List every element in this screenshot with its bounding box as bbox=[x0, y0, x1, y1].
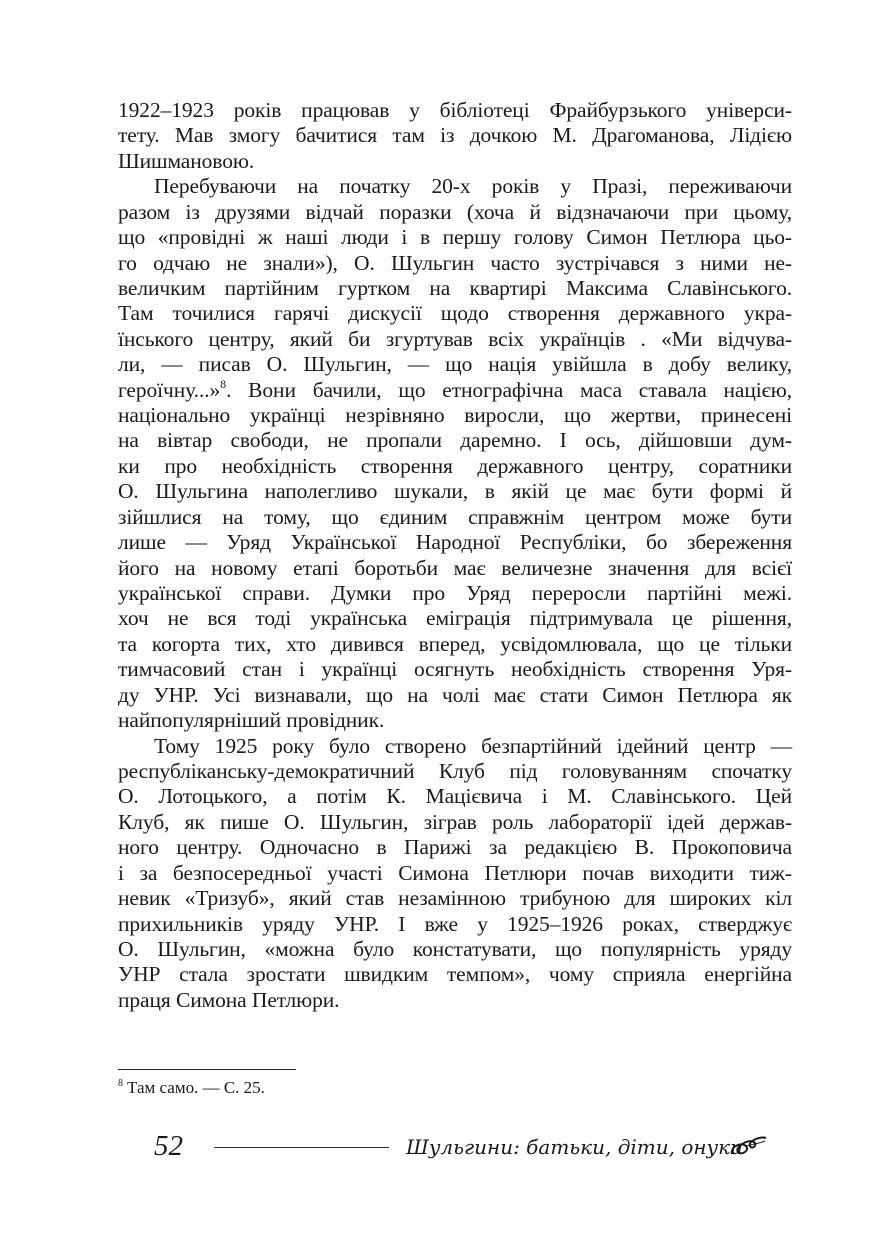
line-text: героїчну...» bbox=[118, 377, 221, 402]
text-line bbox=[118, 251, 792, 276]
text-line bbox=[118, 352, 792, 377]
text-line bbox=[118, 912, 792, 937]
text-line bbox=[118, 454, 792, 479]
text-line bbox=[118, 505, 792, 530]
line-text: О. Шульгин, «можна було констатувати, що популярність уряду bbox=[118, 936, 792, 961]
text-line bbox=[118, 149, 792, 174]
line-text: його на новому етапі боротьби має величезне значення для всієї bbox=[118, 555, 792, 580]
text-line bbox=[118, 428, 792, 453]
line-text: разом із друзями відчай поразки (хоча й відзначаючи при цьому, bbox=[118, 199, 792, 224]
footer-rule bbox=[214, 1147, 389, 1148]
text-line bbox=[118, 581, 792, 606]
text-line bbox=[118, 200, 792, 225]
body-text bbox=[118, 98, 792, 1013]
text-line bbox=[118, 403, 792, 428]
footnote-number: 8 bbox=[118, 1078, 123, 1089]
text-line bbox=[118, 123, 792, 148]
flourish-ornament-icon bbox=[728, 1132, 768, 1160]
text-line bbox=[118, 479, 792, 504]
text-line bbox=[118, 301, 792, 326]
text-line bbox=[118, 784, 792, 809]
line-text: національно українці незрівняно виросли, що жертви, принесені bbox=[118, 403, 792, 428]
text-line bbox=[118, 886, 792, 911]
text-line bbox=[118, 835, 792, 860]
line-text: прихильників уряду УНР. І вже у 1925–1926 роках, стверджує bbox=[118, 911, 792, 936]
text-line bbox=[118, 759, 792, 784]
line-text: і за безпосередньої участі Симона Петлюри почав виходити тиж- bbox=[118, 860, 792, 885]
line-text: зійшлися на тому, що єдиним справжнім центром може бути bbox=[118, 504, 792, 529]
text-line bbox=[118, 734, 792, 759]
line-text: 1922–1923 років працював у бібліотеці Фрайбурзького універси- bbox=[118, 98, 792, 122]
footnote-separator bbox=[118, 1069, 296, 1070]
line-text: го одчаю не знали»), О. Шульгин часто зустрічався з ними не- bbox=[118, 250, 792, 275]
line-text: УНР стала зростати швидким темпом», чому сприяла енергійна bbox=[118, 962, 792, 987]
line-text: ли, — писав О. Шульгин, — що нація увійшла в добу велику, bbox=[118, 352, 792, 377]
text-line bbox=[118, 810, 792, 835]
text-line bbox=[118, 556, 792, 581]
line-text: української справи. Думки про Уряд переросли партійні межі. bbox=[118, 581, 792, 606]
footnote-text: Там само. — С. 25. bbox=[127, 1078, 265, 1097]
line-text: ного центру. Одночасно в Парижі за редакцією В. Прокоповича bbox=[118, 835, 792, 860]
line-text: на вівтар свободи, не пропали даремно. І ось, дійшовши дум- bbox=[118, 428, 792, 453]
line-text: ду УНР. Усі визнавали, що на чолі має стати Симон Петлюра як bbox=[118, 682, 792, 707]
text-line bbox=[118, 988, 792, 1013]
page-number: 52 bbox=[154, 1130, 183, 1162]
line-text: тету. Мав змогу бачитися там із дочкою М. Драгоманова, Лідією bbox=[118, 123, 792, 148]
text-line bbox=[118, 606, 792, 631]
text-line bbox=[118, 632, 792, 657]
line-text: що «провідні ж наші люди і в першу голову Симон Петлюра цьо- bbox=[118, 225, 792, 250]
line-text: О. Шульгина наполегливо шукали, в якій це має бути формі й bbox=[118, 479, 792, 504]
text-line bbox=[118, 861, 792, 886]
line-text-continued: . Вони бачили, що етнографічна маса ставала нацією, bbox=[226, 377, 792, 402]
footnote-reference[interactable]: 8 bbox=[220, 376, 227, 391]
line-text: О. Лотоцького, а потім К. Мацієвича і М. Славінського. Цей bbox=[118, 784, 792, 809]
text-line bbox=[118, 530, 792, 555]
line-text: лише — Уряд Української Народної Республіки, бо збереження bbox=[118, 530, 792, 555]
line-text: найпопулярніший провідник. bbox=[118, 708, 385, 733]
line-text: та когорта тих, хто дивився вперед, усвідомлювала, що це тільки bbox=[118, 631, 792, 656]
text-line bbox=[118, 683, 792, 708]
line-text: ки про необхідність створення державного центру, соратники bbox=[118, 453, 792, 478]
text-line bbox=[118, 174, 792, 199]
line-text: Шишмановою. bbox=[118, 148, 255, 173]
text-line bbox=[118, 657, 792, 682]
line-text: тимчасовий стан і українці осягнуть необхідність створення Уря- bbox=[118, 657, 792, 682]
running-title: Шульгини: батьки, діти, онуки bbox=[406, 1135, 743, 1159]
text-line bbox=[118, 937, 792, 962]
line-text: Там точилися гарячі дискусії щодо створення державного укра- bbox=[118, 301, 792, 326]
line-text: Тому 1925 року було створено безпартійний ідейний центр — bbox=[154, 733, 792, 758]
text-line bbox=[118, 962, 792, 987]
running-footer bbox=[150, 1128, 770, 1164]
line-text: праця Симона Петлюри. bbox=[118, 987, 340, 1012]
text-line bbox=[118, 378, 792, 403]
line-text: хоч не вся тоді українська еміграція підтримувала це рішення, bbox=[118, 606, 792, 631]
line-text: їнського центру, який би згуртував всіх українців . «Ми відчува- bbox=[118, 326, 792, 351]
line-text: Клуб, як пише О. Шульгин, зіграв роль лабораторії ідей держав- bbox=[118, 809, 792, 834]
footnote bbox=[118, 1077, 265, 1099]
text-line bbox=[118, 708, 792, 733]
line-text: невик «Тризуб», який став незамінною трибуною для широких кіл bbox=[118, 886, 792, 911]
text-line bbox=[118, 98, 792, 123]
line-text: Перебуваючи на початку 20-х років у Празі, переживаючи bbox=[154, 174, 792, 199]
text-line bbox=[118, 327, 792, 352]
text-line bbox=[118, 276, 792, 301]
line-text: республіканську-демократичний Клуб під головуванням спочатку bbox=[118, 758, 792, 783]
text-line bbox=[118, 225, 792, 250]
line-text: величким партійним гуртком на квартирі Максима Славінського. bbox=[118, 275, 792, 300]
